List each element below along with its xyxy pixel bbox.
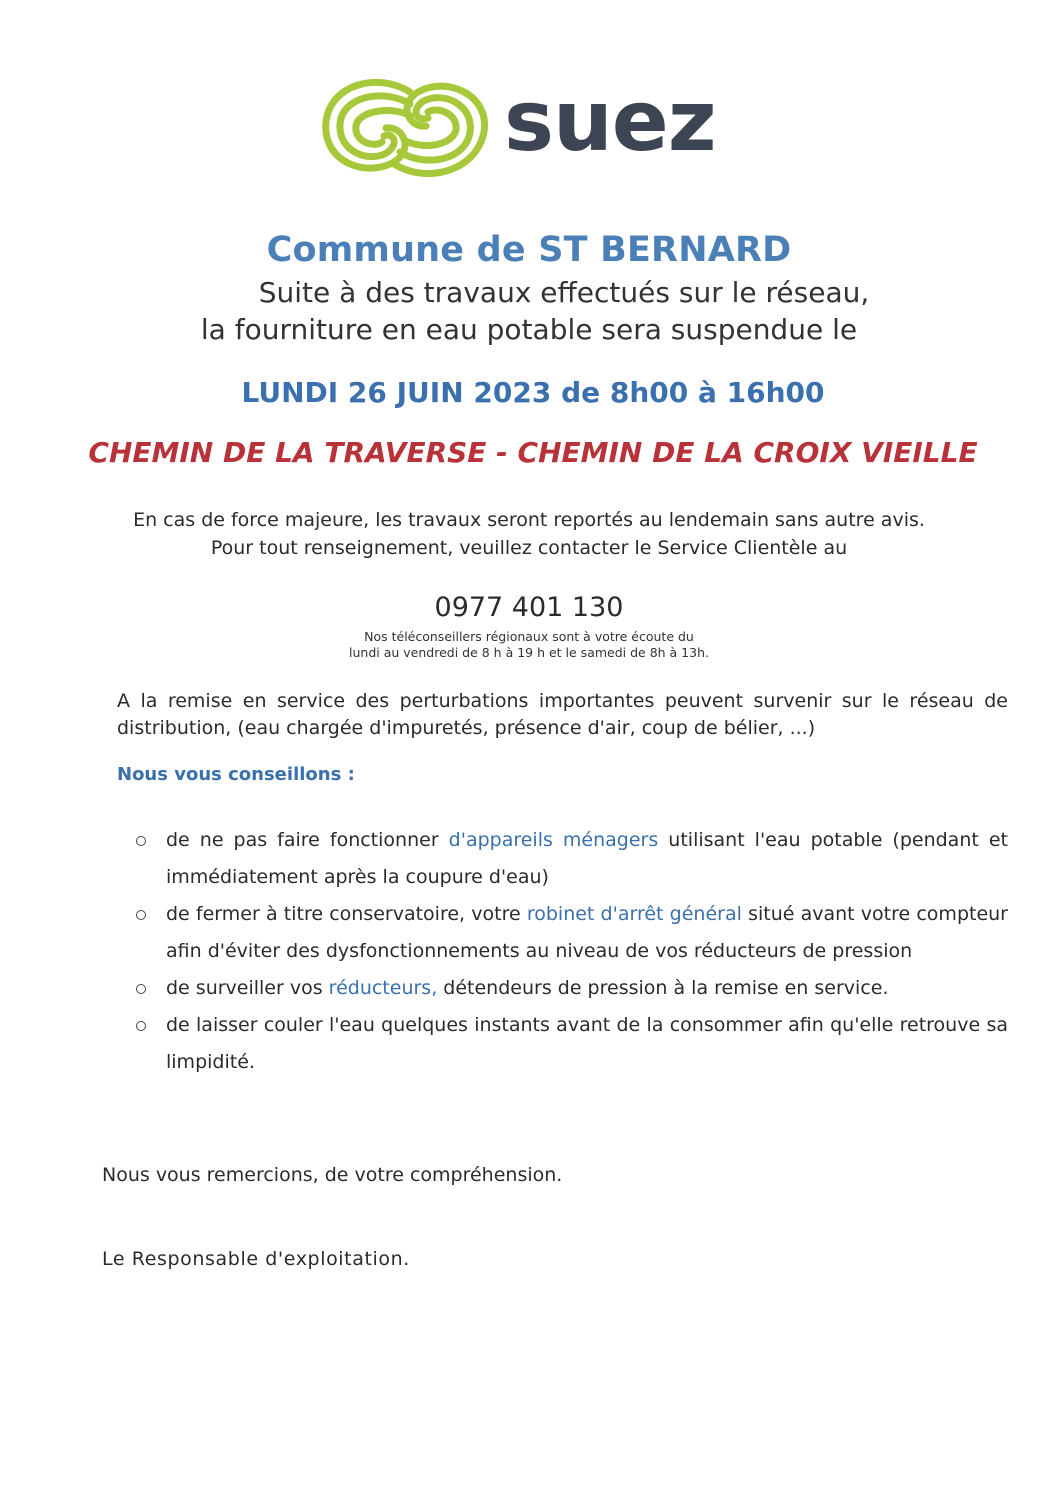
circle-bullet-icon <box>136 836 146 846</box>
list-item: de fermer à titre conservatoire, votre robinet d'arrêt général situé avant votre compteur afin d'éviter des dysfonctionnements au niveau de vos réducteurs de pression <box>130 896 1008 970</box>
circle-bullet-icon <box>136 1021 146 1031</box>
signature: Le Responsable d'exploitation. <box>102 1248 410 1270</box>
intro-text <box>0 274 1058 348</box>
hours-line-2: lundi au vendredi de 8 h à 19 h et le samedi de 8h à 13h. <box>349 645 709 660</box>
suez-logo <box>318 70 748 185</box>
advice-title: Nous vous conseillons : <box>117 764 355 785</box>
intro-line-1: Suite à des travaux effectués sur le réseau, <box>258 276 870 309</box>
notice-line-2: Pour tout renseignement, veuillez contacter le Service Clientèle au <box>210 537 848 559</box>
circle-bullet-icon <box>136 910 146 920</box>
notice-text <box>0 506 1058 562</box>
advice-list <box>130 822 1008 1081</box>
circle-bullet-icon <box>136 984 146 994</box>
phone-number: 0977 401 130 <box>434 592 624 623</box>
intro-line-2: la fourniture en eau potable sera suspendue le <box>200 313 858 346</box>
notice-line-1: En cas de force majeure, les travaux seront reportés au lendemain sans autre avis. <box>133 509 925 531</box>
list-item: de surveiller vos réducteurs, détendeurs de pression à la remise en service. <box>130 970 1008 1007</box>
thanks-text: Nous vous remercions, de votre compréhension. <box>102 1164 563 1186</box>
commune-title: Commune de ST BERNARD <box>266 230 792 270</box>
affected-streets: CHEMIN DE LA TRAVERSE - CHEMIN DE LA CROIX VIEILLE <box>88 436 978 469</box>
list-item: de laisser couler l'eau quelques instants avant de la consommer afin qu'elle retrouve sa limpidité. <box>130 1007 1008 1081</box>
disturbance-warning: A la remise en service des perturbations importantes peuvent survenir sur le réseau de distribution, (eau chargée d'impuretés, présence d'air, coup de bélier, ...) <box>117 690 1008 739</box>
hours-line-1: Nos téléconseillers régionaux sont à votre écoute du <box>364 629 694 644</box>
suez-wordmark: suez <box>504 72 716 170</box>
outage-date: LUNDI 26 JUIN 2023 de 8h00 à 16h00 <box>241 376 825 409</box>
service-hours <box>0 629 1058 661</box>
list-item: de ne pas faire fonctionner d'appareils ménagers utilisant l'eau potable (pendant et immédiatement après la coupure d'eau) <box>130 822 1008 896</box>
